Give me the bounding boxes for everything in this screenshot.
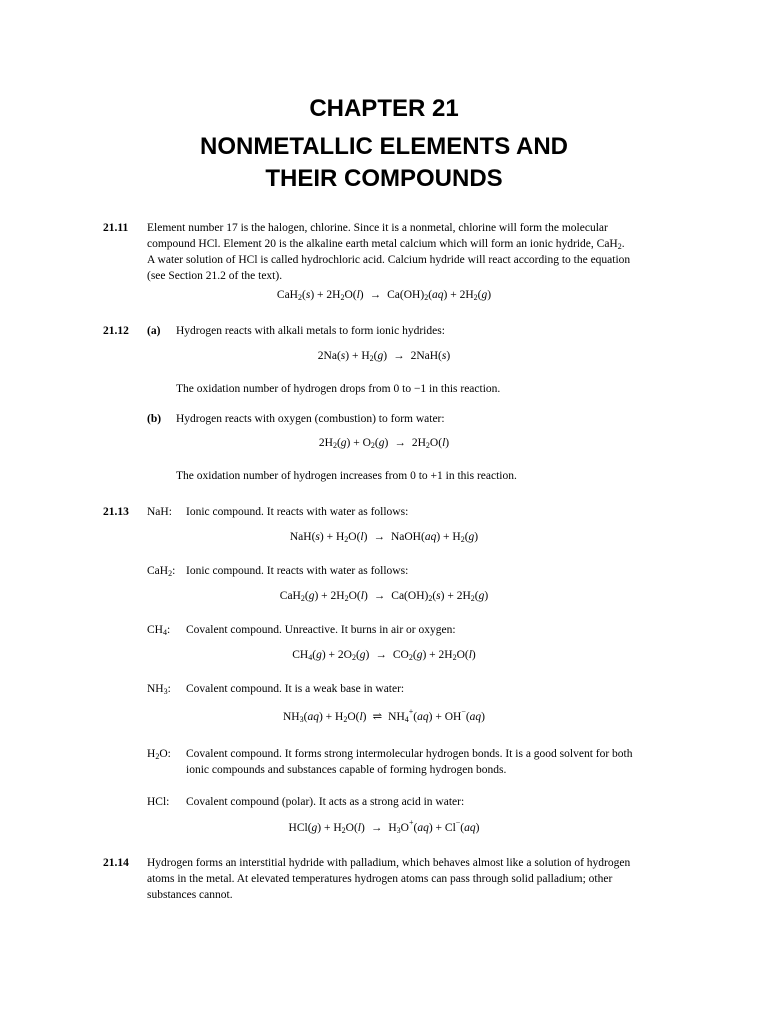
compound-label: $NH_3$:	[147, 683, 171, 696]
text-line: compound HCl. Element 20 is the alkaline earth metal calcium which will form an ionic hydride, CaH$_2$.	[147, 238, 625, 251]
text-line: substances cannot.	[147, 889, 233, 901]
part-a-text: Hydrogen reacts with alkali metals to form ionic hydrides:	[176, 325, 445, 337]
compound-text	[186, 746, 706, 778]
equation-hcl: $HCl(g) + H_2O(l) \to H_3O^+(aq) + Cl^-(aq)$	[288, 818, 480, 835]
equation-cah2: $CaH_2(g) + 2H_2O(l) \to Ca(OH)_2(s) + 2H_2(g)$	[279, 590, 489, 603]
compound-text: Covalent compound (polar). It acts as a strong acid in water:	[186, 796, 465, 808]
problem-number-21-12: 21.12	[103, 325, 129, 337]
text-line-part: compound HCl. Element 20 is the alkaline earth metal calcium which will form an ionic hydride, CaH	[147, 238, 618, 250]
text-line: Hydrogen forms an interstitial hydride with palladium, which behaves almost like a solution of hydrogen	[147, 857, 631, 869]
compound-label: NaH:	[147, 506, 172, 518]
compound-text: Ionic compound. It reacts with water as follows:	[186, 506, 409, 518]
part-a-note: The oxidation number of hydrogen drops from 0 to −1 in this reaction.	[176, 383, 501, 395]
problem-21-14-text	[147, 855, 687, 903]
text-line: atoms in the metal. At elevated temperatures hydrogen atoms can pass through solid palladium; other	[147, 873, 613, 885]
problem-21-11-text	[147, 220, 687, 284]
equation-21-12b: $2H_2(g) + O_2(g) \to 2H_2O(l)$	[318, 437, 450, 450]
equation-nah: $NaH(s) + H_2O(l)$ → NaOH(aq) + $H_2(g)$	[289, 531, 479, 544]
problem-number-21-14: 21.14	[103, 857, 129, 869]
text-line: (see Section 21.2 of the text).	[147, 270, 283, 282]
text-line: Element number 17 is the halogen, chlorine. Since it is a nonmetal, chlorine will form the molecular	[147, 222, 608, 234]
text-line: ionic compounds and substances capable of forming hydrogen bonds.	[186, 764, 507, 776]
compound-label: HCl:	[147, 796, 170, 808]
chapter-title-line2: THEIR COMPOUNDS	[265, 165, 503, 192]
chapter-title-line1: NONMETALLIC ELEMENTS AND	[200, 133, 568, 160]
equation-21-11: $CaH_2(s) + 2H_2O(l) \to Ca(OH)_2(aq) + 2H_2(g)$	[276, 289, 492, 302]
problem-number-21-13: 21.13	[103, 506, 129, 518]
compound-text: Ionic compound. It reacts with water as follows:	[186, 565, 409, 577]
part-label-b: (b)	[147, 413, 162, 425]
compound-label: $H_2O$:	[147, 748, 171, 761]
compound-text: Covalent compound. Unreactive. It burns in air or oxygen:	[186, 624, 456, 636]
part-label-a: (a)	[147, 325, 161, 337]
compound-text: Covalent compound. It is a weak base in water:	[186, 683, 405, 695]
part-b-note: The oxidation number of hydrogen increases from 0 to +1 in this reaction.	[176, 470, 517, 482]
text-line: A water solution of HCl is called hydrochloric acid. Calcium hydride will react according to the equation	[147, 254, 631, 266]
chapter-heading: CHAPTER 21	[309, 95, 459, 122]
equation-ch4: $CH_4(g) + 2O_2(g) \to CO_2(g) + 2H_2O(l)$	[292, 649, 476, 662]
part-b-text: Hydrogen reacts with oxygen (combustion) to form water:	[176, 413, 445, 425]
problem-number-21-11: 21.11	[103, 222, 129, 234]
equation-21-12a: $2Na(s) + H_2(g) \to 2NaH(s)$	[317, 350, 451, 363]
compound-label: $CH_4$:	[147, 624, 171, 637]
compound-label: CaH$_2$:	[147, 565, 176, 578]
text-line: Covalent compound. It forms strong intermolecular hydrogen bonds. It is a good solvent for both	[186, 748, 633, 760]
equation-nh3: $NH_3(aq) + H_2O(l)$ ⇌ $NH_4^+(aq) + OH^-(aq)$	[282, 707, 486, 724]
